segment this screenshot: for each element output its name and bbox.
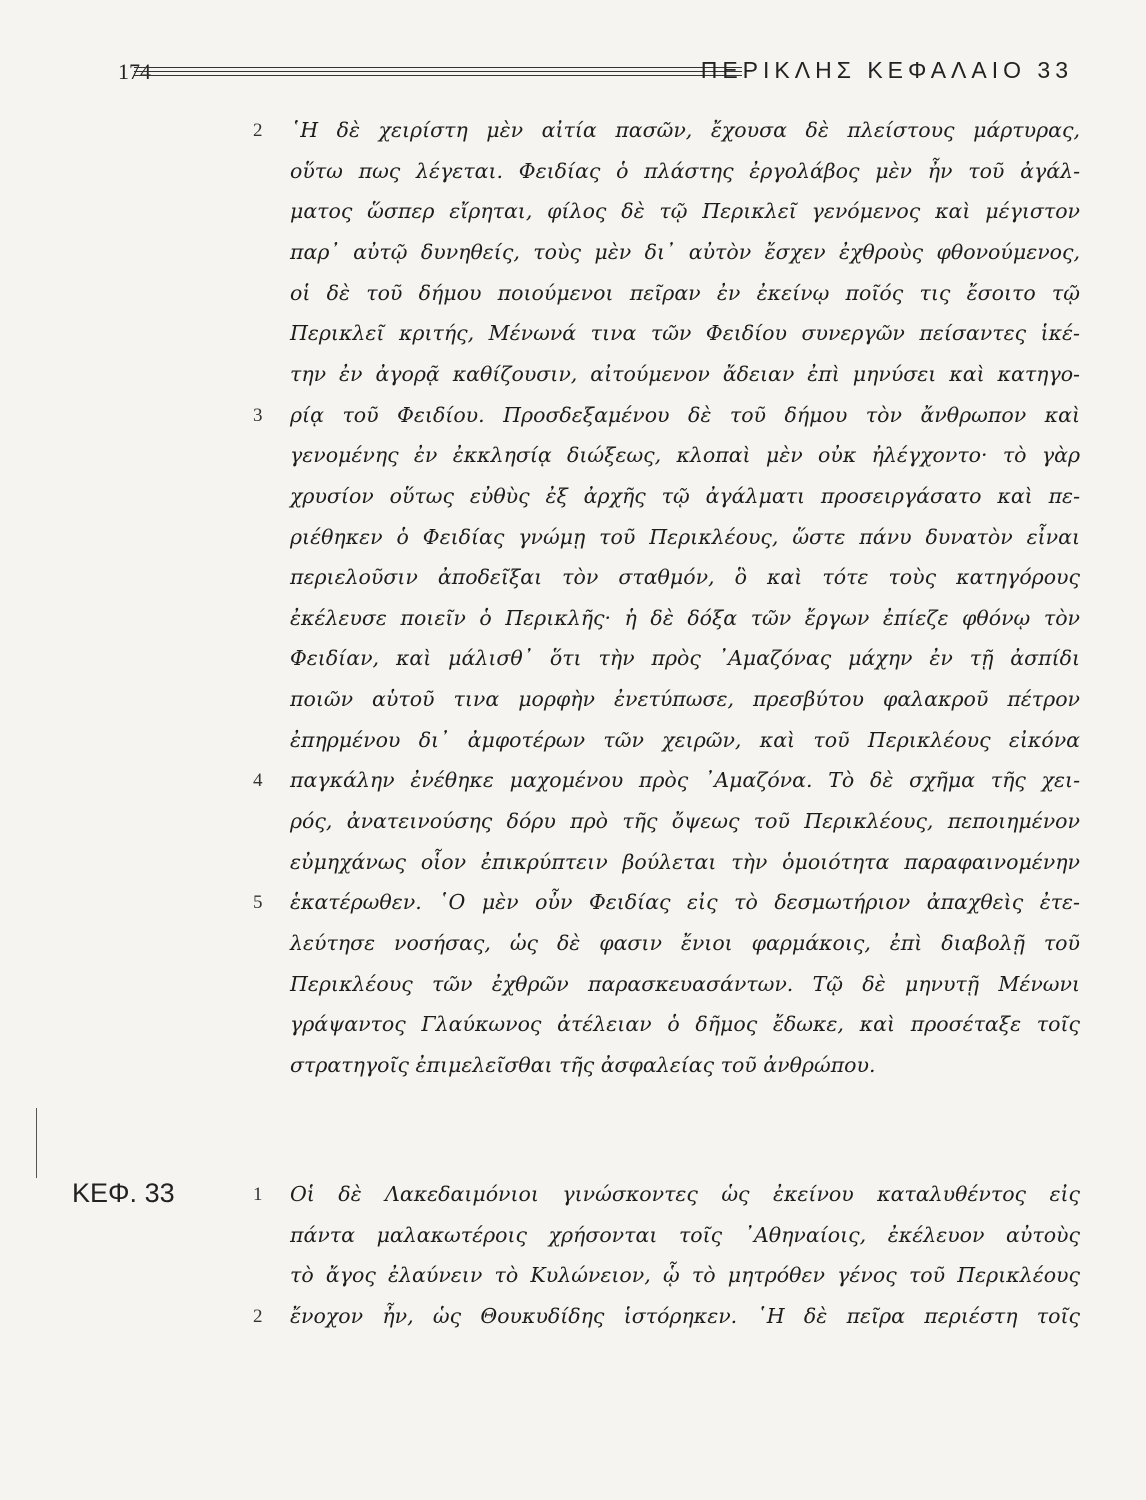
text-line: Οἱ δὲ Λακεδαιμόνιοι γινώσκοντες ὡς ἐκείνου καταλυθέντος εἰς	[290, 1182, 1080, 1206]
text-line: την ἐν ἀγορᾷ καθίζουσιν, αἰτούμενον ἄδειαν ἐπὶ μηνύσει καὶ κατηγο-	[290, 361, 1080, 386]
text-line: εὐμηχάνως οἷον ἐπικρύπτειν βούλεται τὴν ὁμοιότητα παραφαινομένην	[290, 849, 1080, 874]
paragraph-number: 2	[253, 1305, 263, 1327]
text-line: ἐκέλευσε ποιεῖν ὁ Περικλῆς· ἡ δὲ δόξα τῶν ἔργων ἐπίεζε φθόνῳ τὸν	[290, 605, 1080, 630]
text-line: γράψαντος Γλαύκωνος ἀτέλειαν ὁ δῆμος ἔδωκε, καὶ προσέταξε τοῖς	[290, 1012, 1080, 1037]
paragraph-number: 1	[253, 1184, 263, 1205]
header-rule	[134, 67, 742, 68]
text-line: στρατηγοῖς ἐπιμελεῖσθαι τῆς ἀσφαλείας τοῦ ἀνθρώπου.	[290, 1052, 876, 1077]
text-line: ριέθηκεν ὁ Φειδίας γνώμῃ τοῦ Περικλέους, ὥστε πάνυ δυνατὸν εἶναι	[290, 524, 1080, 549]
text-line: περιελοῦσιν ἀποδεῖξαι τὸν σταθμόν, ὃ καὶ τότε τοὺς κατηγόρους	[290, 565, 1080, 590]
page-number: 174	[118, 59, 151, 84]
running-header	[118, 55, 1073, 89]
running-head-title: ΠΕΡΙΚΛΗΣ ΚΕΦΑΛΑΙΟ 33	[700, 57, 1073, 83]
text-line: ποιῶν αὑτοῦ τινα μορφὴν ἐνετύπωσε, πρεσβύτου φαλακροῦ πέτρον	[290, 687, 1080, 712]
paragraph-number: 5	[253, 892, 263, 914]
text-line: λεύτησε νοσήσας, ὡς δὲ φασιν ἔνιοι φαρμάκοις, ἐπὶ διαβολῇ τοῦ	[290, 931, 1080, 955]
text-line: ἑκατέρωθεν. ῾Ο μὲν οὖν Φειδίας εἰς τὸ δεσμωτήριον ἀπαχθεὶς ἐτε-	[290, 890, 1080, 915]
chapter-label: ΚΕΦ. 33	[72, 1178, 175, 1208]
paragraph-number: 3	[253, 404, 263, 426]
header-rule	[134, 75, 742, 76]
paragraph-number: 2	[253, 120, 263, 141]
text-line: τὸ ἄγος ἐλαύνειν τὸ Κυλώνειον, ᾧ τὸ μητρόθεν γένος τοῦ Περικλέους	[290, 1263, 1080, 1288]
text-line: ρός, ἀνατεινούσης δόρυ πρὸ τῆς ὄψεως τοῦ Περικλέους, πεποιημένον	[290, 809, 1080, 834]
text-line: οὕτω πως λέγεται. Φειδίας ὁ πλάστης ἐργολάβος μὲν ἦν τοῦ ἀγάλ-	[290, 158, 1080, 183]
text-line: χρυσίον οὕτως εὐθὺς ἐξ ἀρχῆς τῷ ἀγάλματι προσειργάσατο καὶ πε-	[290, 483, 1080, 508]
paragraph-number: 4	[253, 770, 263, 792]
text-line: Φειδίαν, καὶ μάλισθ᾽ ὅτι τὴν πρὸς ᾽Αμαζόνας μάχην ἐν τῇ ἀσπίδι	[290, 646, 1080, 671]
margin-rule	[36, 1108, 37, 1178]
text-line: ρίᾳ τοῦ Φειδίου. Προσδεξαμένου δὲ τοῦ δήμου τὸν ἄνθρωπον καὶ	[290, 402, 1080, 427]
text-line: Περικλέους τῶν ἐχθρῶν παρασκευασάντων. Τῷ δὲ μηνυτῇ Μένωνι	[290, 971, 1080, 996]
header-rule	[134, 71, 742, 72]
text-line: Περικλεῖ κριτής, Μένωνά τινα τῶν Φειδίου συνεργῶν πείσαντες ἱκέ-	[290, 321, 1080, 346]
text-line: πάντα μαλακωτέροις χρήσονται τοῖς ᾽Αθηναίοις, ἐκέλευον αὐτοὺς	[290, 1222, 1080, 1247]
text-line: γενομένης ἐν ἐκκλησίᾳ διώξεως, κλοπαὶ μὲν οὐκ ἠλέγχοντο· τὸ γὰρ	[290, 443, 1080, 468]
text-line: παρ᾽ αὐτῷ δυνηθείς, τοὺς μὲν δι᾽ αὐτὸν ἔσχεν ἐχθροὺς φθονούμενος,	[290, 239, 1080, 264]
text-line: ματος ὥσπερ εἴρηται, φίλος δὲ τῷ Περικλεῖ γενόμενος καὶ μέγιστον	[290, 199, 1080, 224]
text-line: ῾Η δὲ χειρίστη μὲν αἰτία πασῶν, ἔχουσα δὲ πλείστους μάρτυρας,	[290, 118, 1080, 142]
text-line: ἐπηρμένου δι᾽ ἀμφοτέρων τῶν χειρῶν, καὶ τοῦ Περικλέους εἰκόνα	[290, 727, 1080, 752]
text-line: οἱ δὲ τοῦ δήμου ποιούμενοι πεῖραν ἐν ἐκείνῳ ποῖός τις ἔσοιτο τῷ	[290, 280, 1080, 305]
text-line: παγκάλην ἐνέθηκε μαχομένου πρὸς ᾽Αμαζόνα. Τὸ δὲ σχῆμα τῆς χει-	[290, 768, 1080, 793]
text-line: ἔνοχον ἦν, ὡς Θουκυδίδης ἱστόρηκεν. ῾Η δὲ πεῖρα περιέστη τοῖς	[290, 1303, 1080, 1328]
